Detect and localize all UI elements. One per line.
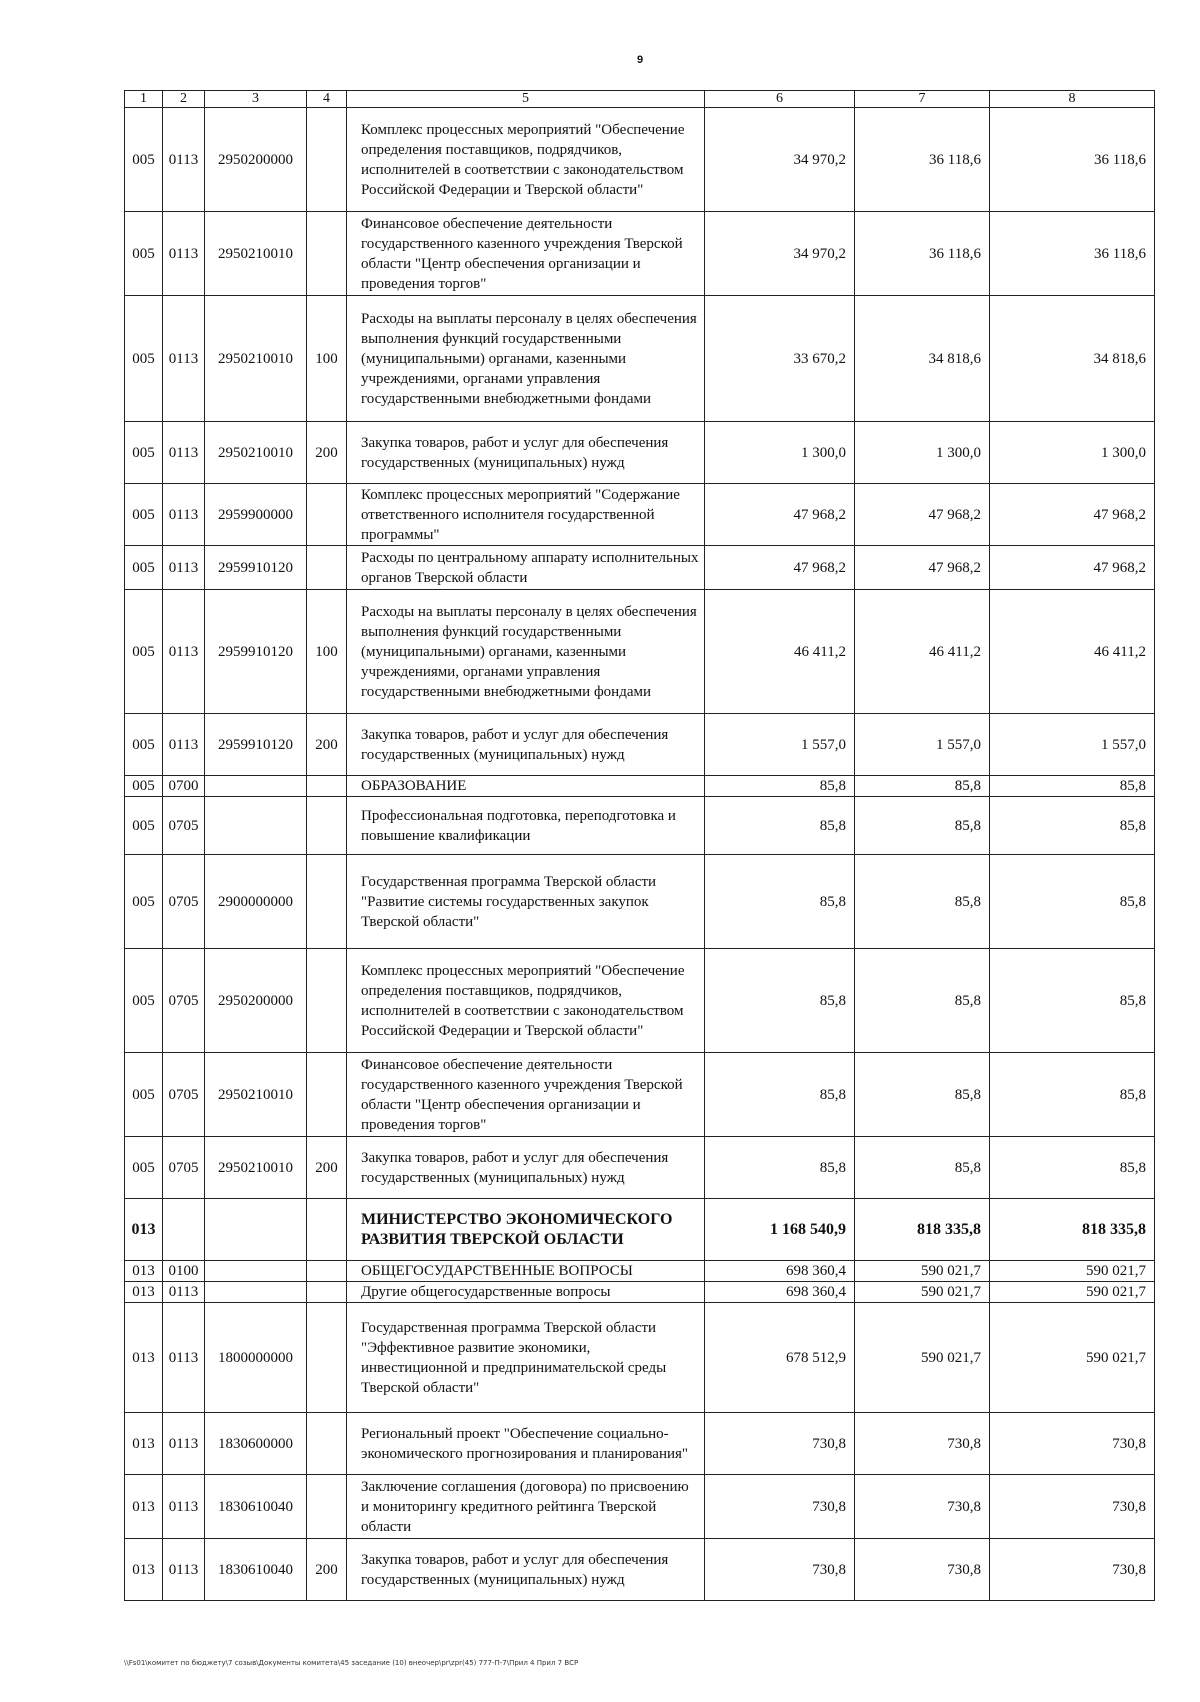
- table-row: [125, 546, 1155, 590]
- cell-c6: 85,8: [705, 855, 855, 949]
- cell-c6: 698 360,4: [705, 1282, 855, 1303]
- cell-c2: 0113: [163, 1413, 205, 1475]
- cell-c6: 34 970,2: [705, 212, 855, 296]
- cell-c7: 85,8: [855, 1137, 990, 1199]
- cell-c6: 85,8: [705, 1053, 855, 1137]
- cell-c4: [307, 797, 347, 855]
- cell-c1: 005: [125, 1137, 163, 1199]
- cell-c5: Региональный проект "Обеспечение социально-экономического прогнозирования и планирования": [347, 1413, 705, 1475]
- cell-c3: 2959910120: [205, 714, 307, 776]
- table-row: [125, 949, 1155, 1053]
- cell-c6: 33 670,2: [705, 296, 855, 422]
- cell-c6: 34 970,2: [705, 108, 855, 212]
- cell-c4: [307, 212, 347, 296]
- cell-c5: Другие общегосударственные вопросы: [347, 1282, 705, 1303]
- cell-c2: 0705: [163, 1137, 205, 1199]
- cell-c3: 2959900000: [205, 484, 307, 546]
- cell-c6: 85,8: [705, 776, 855, 797]
- cell-c8: 730,8: [990, 1539, 1155, 1601]
- cell-c4: [307, 484, 347, 546]
- cell-c4: [307, 949, 347, 1053]
- cell-c1: 005: [125, 212, 163, 296]
- cell-c8: 36 118,6: [990, 108, 1155, 212]
- cell-c3: 2900000000: [205, 855, 307, 949]
- column-number: 6: [705, 91, 855, 108]
- column-number: 8: [990, 91, 1155, 108]
- cell-c7: 85,8: [855, 776, 990, 797]
- cell-c2: 0113: [163, 296, 205, 422]
- cell-c4: 200: [307, 1539, 347, 1601]
- cell-c3: [205, 1282, 307, 1303]
- cell-c6: 1 168 540,9: [705, 1199, 855, 1261]
- cell-c2: 0100: [163, 1261, 205, 1282]
- cell-c3: 2950210010: [205, 212, 307, 296]
- column-number: 7: [855, 91, 990, 108]
- cell-c4: 100: [307, 296, 347, 422]
- cell-c3: [205, 1261, 307, 1282]
- cell-c6: 1 300,0: [705, 422, 855, 484]
- cell-c4: [307, 1475, 347, 1539]
- cell-c6: 47 968,2: [705, 546, 855, 590]
- table-row: [125, 1413, 1155, 1475]
- table-row: [125, 422, 1155, 484]
- cell-c7: 818 335,8: [855, 1199, 990, 1261]
- cell-c7: 730,8: [855, 1475, 990, 1539]
- cell-c8: 85,8: [990, 855, 1155, 949]
- cell-c3: 2950210010: [205, 422, 307, 484]
- cell-c1: 013: [125, 1475, 163, 1539]
- cell-c6: 46 411,2: [705, 590, 855, 714]
- cell-c2: 0113: [163, 714, 205, 776]
- cell-c2: 0705: [163, 949, 205, 1053]
- cell-c2: 0700: [163, 776, 205, 797]
- cell-c1: 005: [125, 855, 163, 949]
- cell-c1: 005: [125, 949, 163, 1053]
- cell-c5: Государственная программа Тверской области "Эффективное развитие экономики, инвестиционной и предпринимательской среды Тверской области": [347, 1303, 705, 1413]
- cell-c8: 590 021,7: [990, 1303, 1155, 1413]
- table-row: [125, 1475, 1155, 1539]
- cell-c5: Закупка товаров, работ и услуг для обеспечения государственных (муниципальных) нужд: [347, 1539, 705, 1601]
- cell-c4: 200: [307, 714, 347, 776]
- cell-c1: 005: [125, 108, 163, 212]
- cell-c8: 590 021,7: [990, 1282, 1155, 1303]
- cell-c5: Расходы на выплаты персоналу в целях обеспечения выполнения функций государственными (муниципальными) органами, казенными учреждениями, органами управления государственными внебюджетными фондами: [347, 590, 705, 714]
- cell-c2: 0705: [163, 797, 205, 855]
- cell-c1: 013: [125, 1303, 163, 1413]
- cell-c5: ОБЩЕГОСУДАРСТВЕННЫЕ ВОПРОСЫ: [347, 1261, 705, 1282]
- cell-c2: 0113: [163, 1282, 205, 1303]
- cell-c2: 0113: [163, 108, 205, 212]
- table-row: [125, 1282, 1155, 1303]
- cell-c2: 0113: [163, 546, 205, 590]
- cell-c1: 005: [125, 590, 163, 714]
- cell-c8: 590 021,7: [990, 1261, 1155, 1282]
- cell-c2: 0113: [163, 1539, 205, 1601]
- cell-c1: 005: [125, 546, 163, 590]
- cell-c4: 200: [307, 422, 347, 484]
- table-row: [125, 484, 1155, 546]
- table-row: [125, 1303, 1155, 1413]
- cell-c4: 200: [307, 1137, 347, 1199]
- cell-c5: Закупка товаров, работ и услуг для обеспечения государственных (муниципальных) нужд: [347, 422, 705, 484]
- cell-c5: Финансовое обеспечение деятельности государственного казенного учреждения Тверской области "Центр обеспечения организации и проведения торгов": [347, 212, 705, 296]
- cell-c6: 47 968,2: [705, 484, 855, 546]
- cell-c3: 2950200000: [205, 108, 307, 212]
- cell-c8: 85,8: [990, 1137, 1155, 1199]
- table-row: [125, 590, 1155, 714]
- cell-c3: 1830610040: [205, 1539, 307, 1601]
- cell-c3: 1830610040: [205, 1475, 307, 1539]
- cell-c8: 85,8: [990, 949, 1155, 1053]
- cell-c2: 0113: [163, 1303, 205, 1413]
- cell-c5: Заключение соглашения (договора) по присвоению и мониторингу кредитного рейтинга Тверской области: [347, 1475, 705, 1539]
- cell-c2: 0113: [163, 590, 205, 714]
- cell-c7: 36 118,6: [855, 212, 990, 296]
- table-row: [125, 797, 1155, 855]
- cell-c1: 005: [125, 776, 163, 797]
- cell-c7: 47 968,2: [855, 546, 990, 590]
- cell-c3: 2959910120: [205, 590, 307, 714]
- budget-table: [124, 90, 1155, 1601]
- cell-c7: 85,8: [855, 855, 990, 949]
- cell-c6: 730,8: [705, 1539, 855, 1601]
- cell-c1: 005: [125, 714, 163, 776]
- cell-c2: 0113: [163, 212, 205, 296]
- table-row: [125, 1137, 1155, 1199]
- cell-c4: 100: [307, 590, 347, 714]
- cell-c2: 0113: [163, 422, 205, 484]
- column-number-row: [125, 91, 1155, 108]
- cell-c8: 730,8: [990, 1475, 1155, 1539]
- cell-c5: Государственная программа Тверской области "Развитие системы государственных закупок Тверской области": [347, 855, 705, 949]
- cell-c3: 2959910120: [205, 546, 307, 590]
- cell-c2: 0705: [163, 1053, 205, 1137]
- cell-c1: 013: [125, 1282, 163, 1303]
- table-row: [125, 1539, 1155, 1601]
- cell-c7: 85,8: [855, 797, 990, 855]
- cell-c5: Профессиональная подготовка, переподготовка и повышение квалификации: [347, 797, 705, 855]
- cell-c7: 730,8: [855, 1539, 990, 1601]
- table-row: [125, 212, 1155, 296]
- cell-c6: 730,8: [705, 1475, 855, 1539]
- cell-c3: 2950210010: [205, 296, 307, 422]
- cell-c5: Комплекс процессных мероприятий "Обеспечение определения поставщиков, подрядчиков, исполнителей в соответствии с законодательством Российской Федерации и Тверской области": [347, 949, 705, 1053]
- cell-c6: 85,8: [705, 797, 855, 855]
- cell-c7: 590 021,7: [855, 1282, 990, 1303]
- cell-c2: 0113: [163, 484, 205, 546]
- cell-c8: 36 118,6: [990, 212, 1155, 296]
- column-number: 4: [307, 91, 347, 108]
- cell-c1: 005: [125, 422, 163, 484]
- table-row: [125, 855, 1155, 949]
- cell-c3: [205, 1199, 307, 1261]
- column-number: 3: [205, 91, 307, 108]
- cell-c6: 1 557,0: [705, 714, 855, 776]
- cell-c5: МИНИСТЕРСТВО ЭКОНОМИЧЕСКОГО РАЗВИТИЯ ТВЕРСКОЙ ОБЛАСТИ: [347, 1199, 705, 1261]
- column-number: 2: [163, 91, 205, 108]
- cell-c8: 818 335,8: [990, 1199, 1155, 1261]
- cell-c1: 005: [125, 1053, 163, 1137]
- cell-c4: [307, 1413, 347, 1475]
- cell-c1: 013: [125, 1413, 163, 1475]
- cell-c7: 46 411,2: [855, 590, 990, 714]
- cell-c5: Расходы на выплаты персоналу в целях обеспечения выполнения функций государственными (муниципальными) органами, казенными учреждениями, органами управления государственными внебюджетными фондами: [347, 296, 705, 422]
- cell-c2: 0113: [163, 1475, 205, 1539]
- cell-c8: 47 968,2: [990, 484, 1155, 546]
- cell-c1: 013: [125, 1199, 163, 1261]
- cell-c4: [307, 1282, 347, 1303]
- cell-c3: 1800000000: [205, 1303, 307, 1413]
- cell-c1: 005: [125, 296, 163, 422]
- cell-c8: 85,8: [990, 776, 1155, 797]
- column-number: 1: [125, 91, 163, 108]
- cell-c7: 85,8: [855, 949, 990, 1053]
- cell-c1: 005: [125, 797, 163, 855]
- cell-c7: 590 021,7: [855, 1261, 990, 1282]
- cell-c8: 1 557,0: [990, 714, 1155, 776]
- cell-c3: 2950210010: [205, 1053, 307, 1137]
- cell-c5: Комплекс процессных мероприятий "Обеспечение определения поставщиков, подрядчиков, исполнителей в соответствии с законодательством Российской Федерации и Тверской области": [347, 108, 705, 212]
- cell-c6: 730,8: [705, 1413, 855, 1475]
- table-row: [125, 1053, 1155, 1137]
- cell-c8: 34 818,6: [990, 296, 1155, 422]
- footer-file-path: \\Fs01\комитет по бюджету\7 созыв\Документы комитета\45 заседание (10) внеочер\pr\zpr(45) 777-П-7\Прил 4 Прил 7 ВСР: [124, 1659, 579, 1667]
- table-row: [125, 1199, 1155, 1261]
- cell-c4: [307, 1303, 347, 1413]
- cell-c4: [307, 855, 347, 949]
- cell-c5: Финансовое обеспечение деятельности государственного казенного учреждения Тверской области "Центр обеспечения организации и проведения торгов": [347, 1053, 705, 1137]
- cell-c5: Расходы по центральному аппарату исполнительных органов Тверской области: [347, 546, 705, 590]
- cell-c1: 013: [125, 1539, 163, 1601]
- cell-c1: 013: [125, 1261, 163, 1282]
- cell-c8: 47 968,2: [990, 546, 1155, 590]
- cell-c2: 0705: [163, 855, 205, 949]
- cell-c7: 34 818,6: [855, 296, 990, 422]
- table-row: [125, 1261, 1155, 1282]
- cell-c8: 46 411,2: [990, 590, 1155, 714]
- table-row: [125, 776, 1155, 797]
- cell-c4: [307, 108, 347, 212]
- cell-c5: Комплекс процессных мероприятий "Содержание ответственного исполнителя государственной программы": [347, 484, 705, 546]
- cell-c7: 1 300,0: [855, 422, 990, 484]
- cell-c3: [205, 776, 307, 797]
- cell-c6: 85,8: [705, 949, 855, 1053]
- cell-c4: [307, 1053, 347, 1137]
- cell-c4: [307, 1261, 347, 1282]
- table-row: [125, 714, 1155, 776]
- cell-c8: 730,8: [990, 1413, 1155, 1475]
- cell-c1: 005: [125, 484, 163, 546]
- cell-c5: Закупка товаров, работ и услуг для обеспечения государственных (муниципальных) нужд: [347, 1137, 705, 1199]
- cell-c4: [307, 1199, 347, 1261]
- cell-c6: 698 360,4: [705, 1261, 855, 1282]
- cell-c2: [163, 1199, 205, 1261]
- cell-c3: [205, 797, 307, 855]
- table-row: [125, 108, 1155, 212]
- cell-c4: [307, 776, 347, 797]
- column-number: 5: [347, 91, 705, 108]
- cell-c7: 590 021,7: [855, 1303, 990, 1413]
- cell-c7: 36 118,6: [855, 108, 990, 212]
- cell-c6: 678 512,9: [705, 1303, 855, 1413]
- cell-c5: Закупка товаров, работ и услуг для обеспечения государственных (муниципальных) нужд: [347, 714, 705, 776]
- cell-c6: 85,8: [705, 1137, 855, 1199]
- table-row: [125, 296, 1155, 422]
- cell-c3: 2950200000: [205, 949, 307, 1053]
- cell-c8: 1 300,0: [990, 422, 1155, 484]
- cell-c7: 47 968,2: [855, 484, 990, 546]
- cell-c5: ОБРАЗОВАНИЕ: [347, 776, 705, 797]
- cell-c8: 85,8: [990, 1053, 1155, 1137]
- cell-c7: 1 557,0: [855, 714, 990, 776]
- cell-c3: 1830600000: [205, 1413, 307, 1475]
- cell-c7: 730,8: [855, 1413, 990, 1475]
- cell-c4: [307, 546, 347, 590]
- cell-c8: 85,8: [990, 797, 1155, 855]
- cell-c7: 85,8: [855, 1053, 990, 1137]
- page-number: 9: [636, 54, 644, 66]
- cell-c3: 2950210010: [205, 1137, 307, 1199]
